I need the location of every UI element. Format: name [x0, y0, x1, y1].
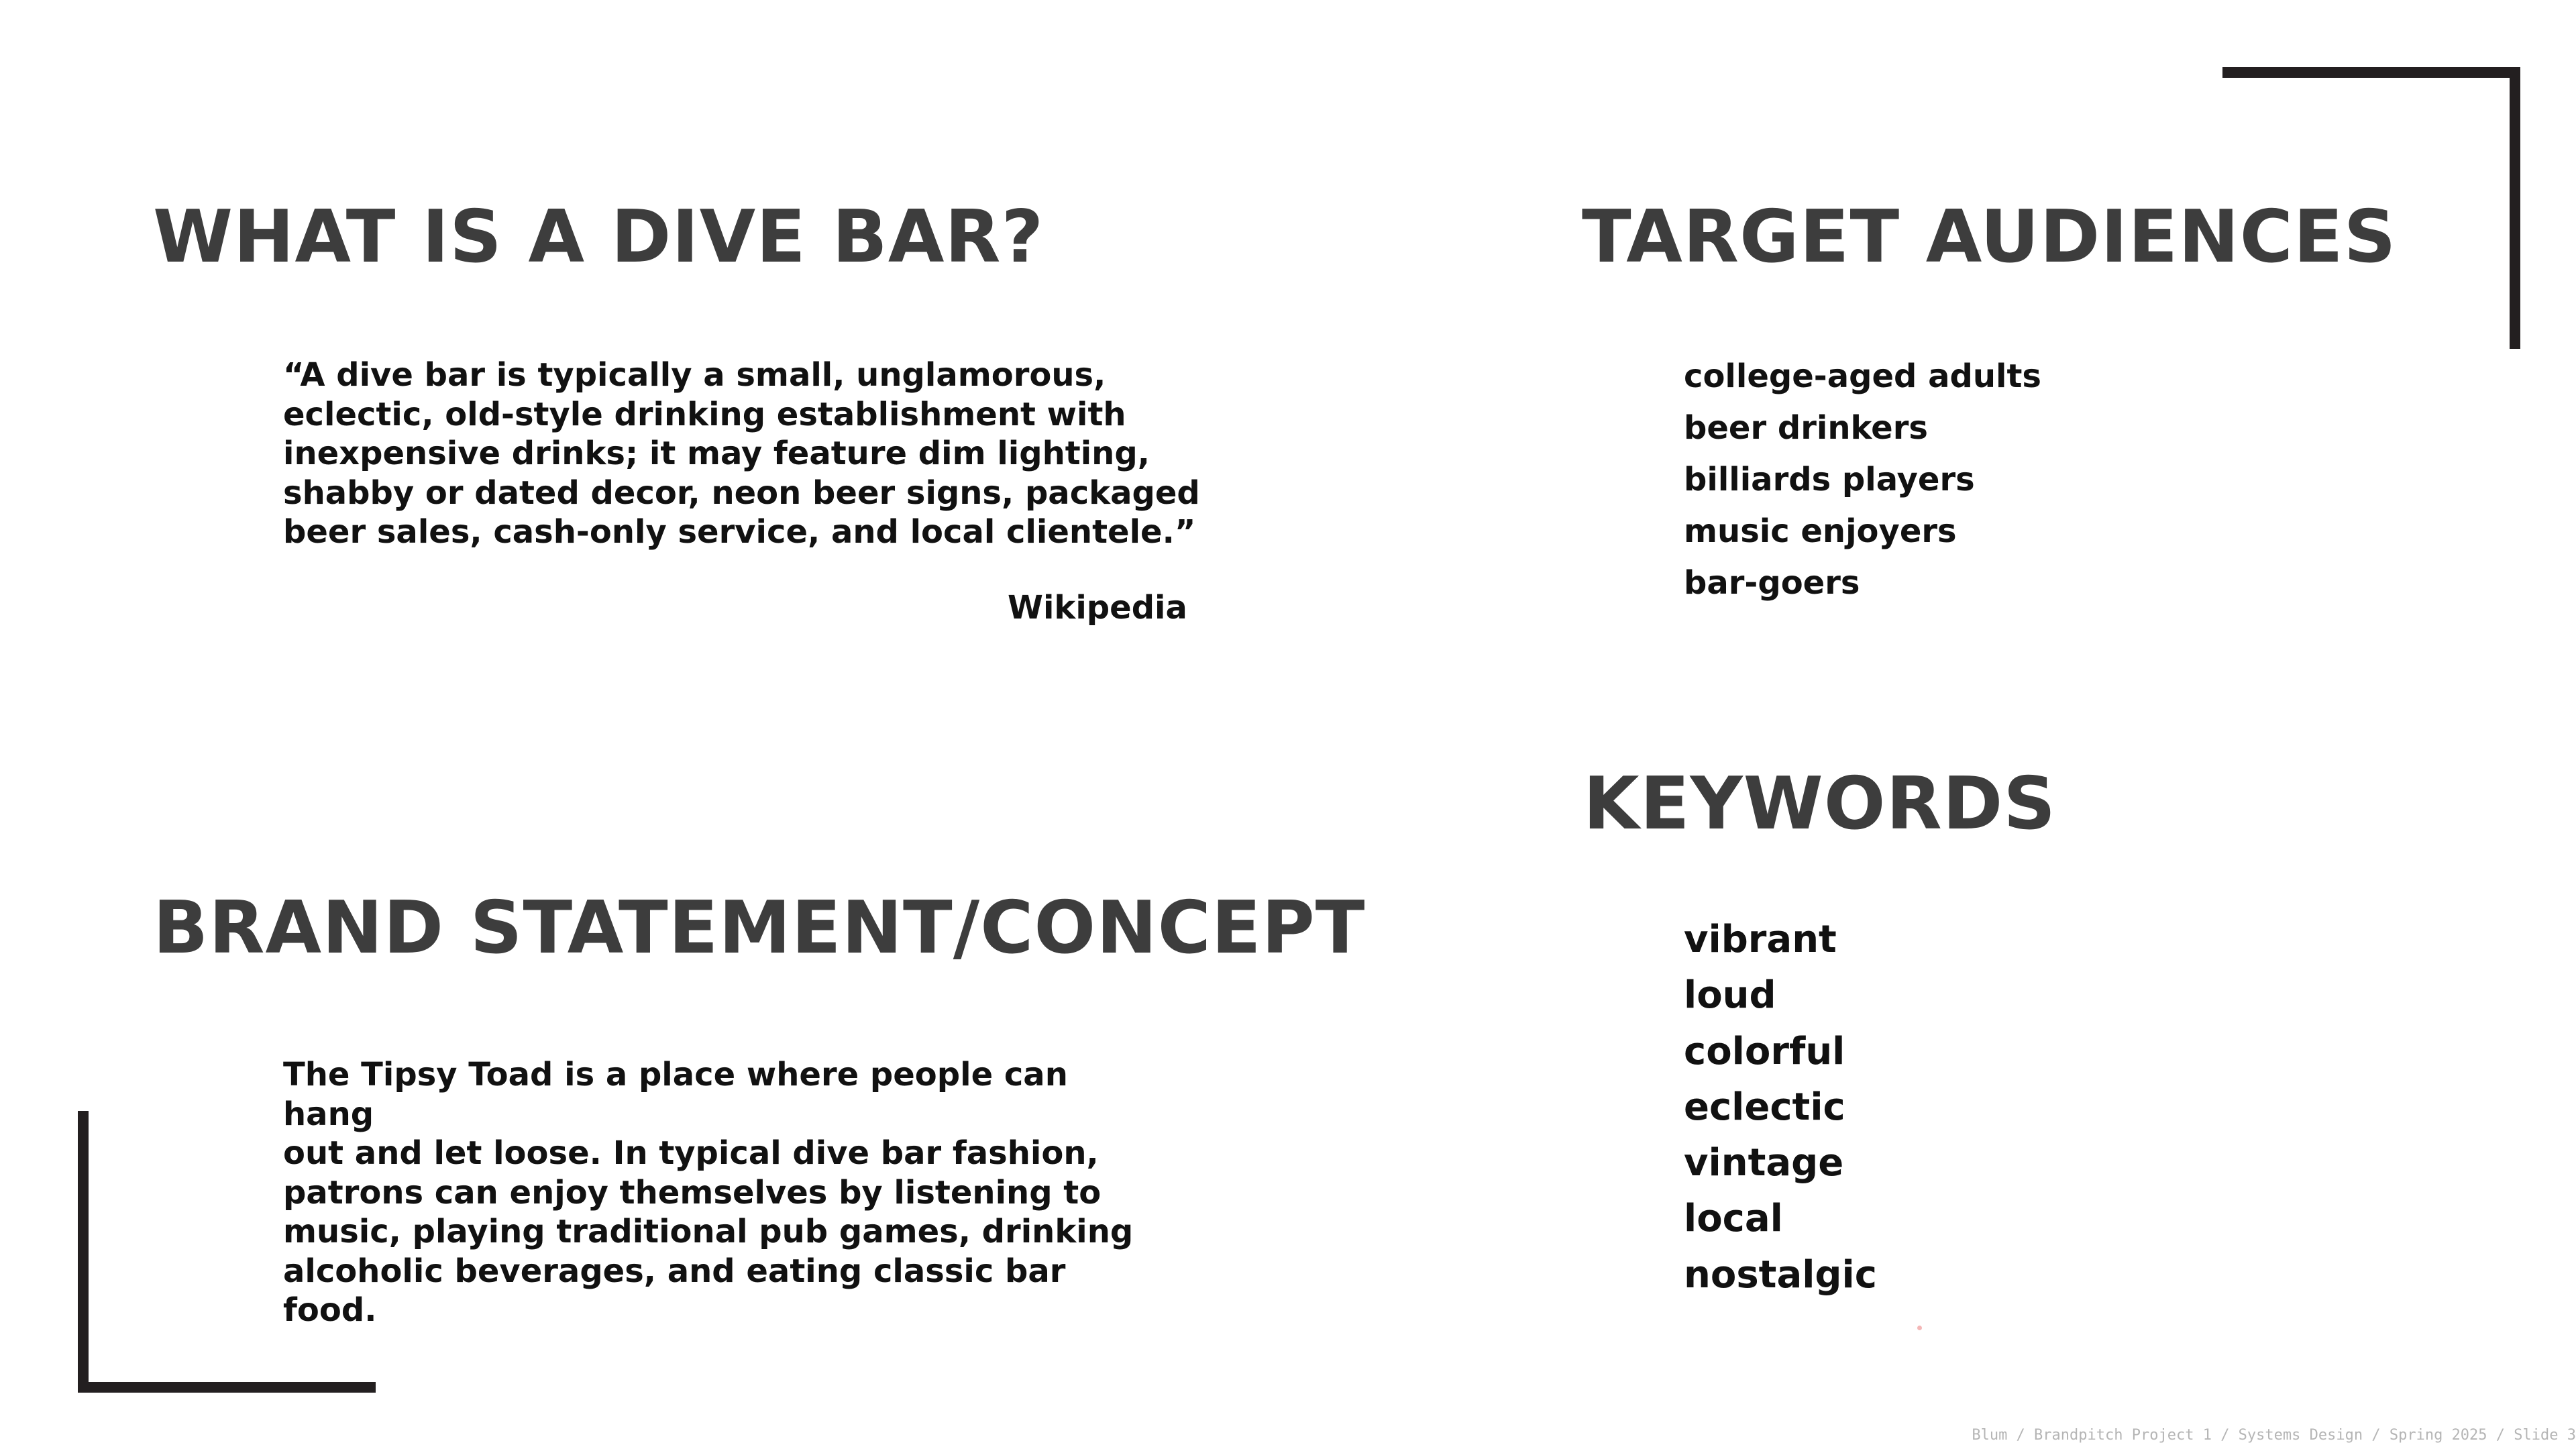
keyword-item: vibrant [1684, 918, 1837, 961]
brand-line: patrons can enjoy themselves by listening to [283, 1173, 1102, 1212]
audience-item: music enjoyers [1684, 513, 1957, 550]
keyword-item: vintage [1684, 1141, 1844, 1185]
brand-statement-heading: BRAND STATEMENT/CONCEPT [153, 886, 1366, 970]
brand-statement-text [283, 1055, 1169, 1330]
quote-line: beer sales, cash-only service, and local clientele.” [283, 513, 1196, 551]
target-audiences-heading: TARGET AUDIENCES [1582, 195, 2397, 279]
quote-line: “A dive bar is typically a small, unglamorous, [283, 356, 1106, 394]
slide-footer: Blum / Brandpitch Project 1 / Systems Design / Spring 2025 / Slide 3 [1972, 1427, 2576, 1444]
quote-source: Wikipedia [1008, 589, 1187, 627]
keyword-item: eclectic [1684, 1085, 1845, 1129]
dive-bar-heading: WHAT IS A DIVE BAR? [153, 195, 1044, 279]
audience-item: beer drinkers [1684, 409, 1928, 447]
brand-line: The Tipsy Toad is a place where people can hang [283, 1056, 1068, 1133]
audience-item: college-aged adults [1684, 358, 2041, 395]
keyword-item: local [1684, 1197, 1783, 1241]
dive-bar-quote [283, 356, 1222, 552]
quote-line: inexpensive drinks; it may feature dim lighting, [283, 435, 1150, 472]
target-audiences-list [1684, 356, 2041, 614]
keywords-heading: KEYWORDS [1583, 762, 2057, 846]
keyword-item: loud [1684, 973, 1776, 1018]
audience-item: billiards players [1684, 461, 1975, 498]
brand-line: alcoholic beverages, and eating classic bar food. [283, 1252, 1066, 1329]
quote-line: shabby or dated decor, neon beer signs, packaged [283, 474, 1200, 512]
audience-item: bar-goers [1684, 564, 1860, 602]
keyword-item: nostalgic [1684, 1252, 1877, 1297]
brand-line: out and let loose. In typical dive bar fashion, [283, 1134, 1099, 1172]
decorative-dot [1917, 1326, 1922, 1330]
keywords-list [1684, 916, 1877, 1307]
brand-line: music, playing traditional pub games, drinking [283, 1213, 1134, 1250]
keyword-item: colorful [1684, 1029, 1845, 1073]
quote-line: eclectic, old-style drinking establishment with [283, 395, 1126, 433]
